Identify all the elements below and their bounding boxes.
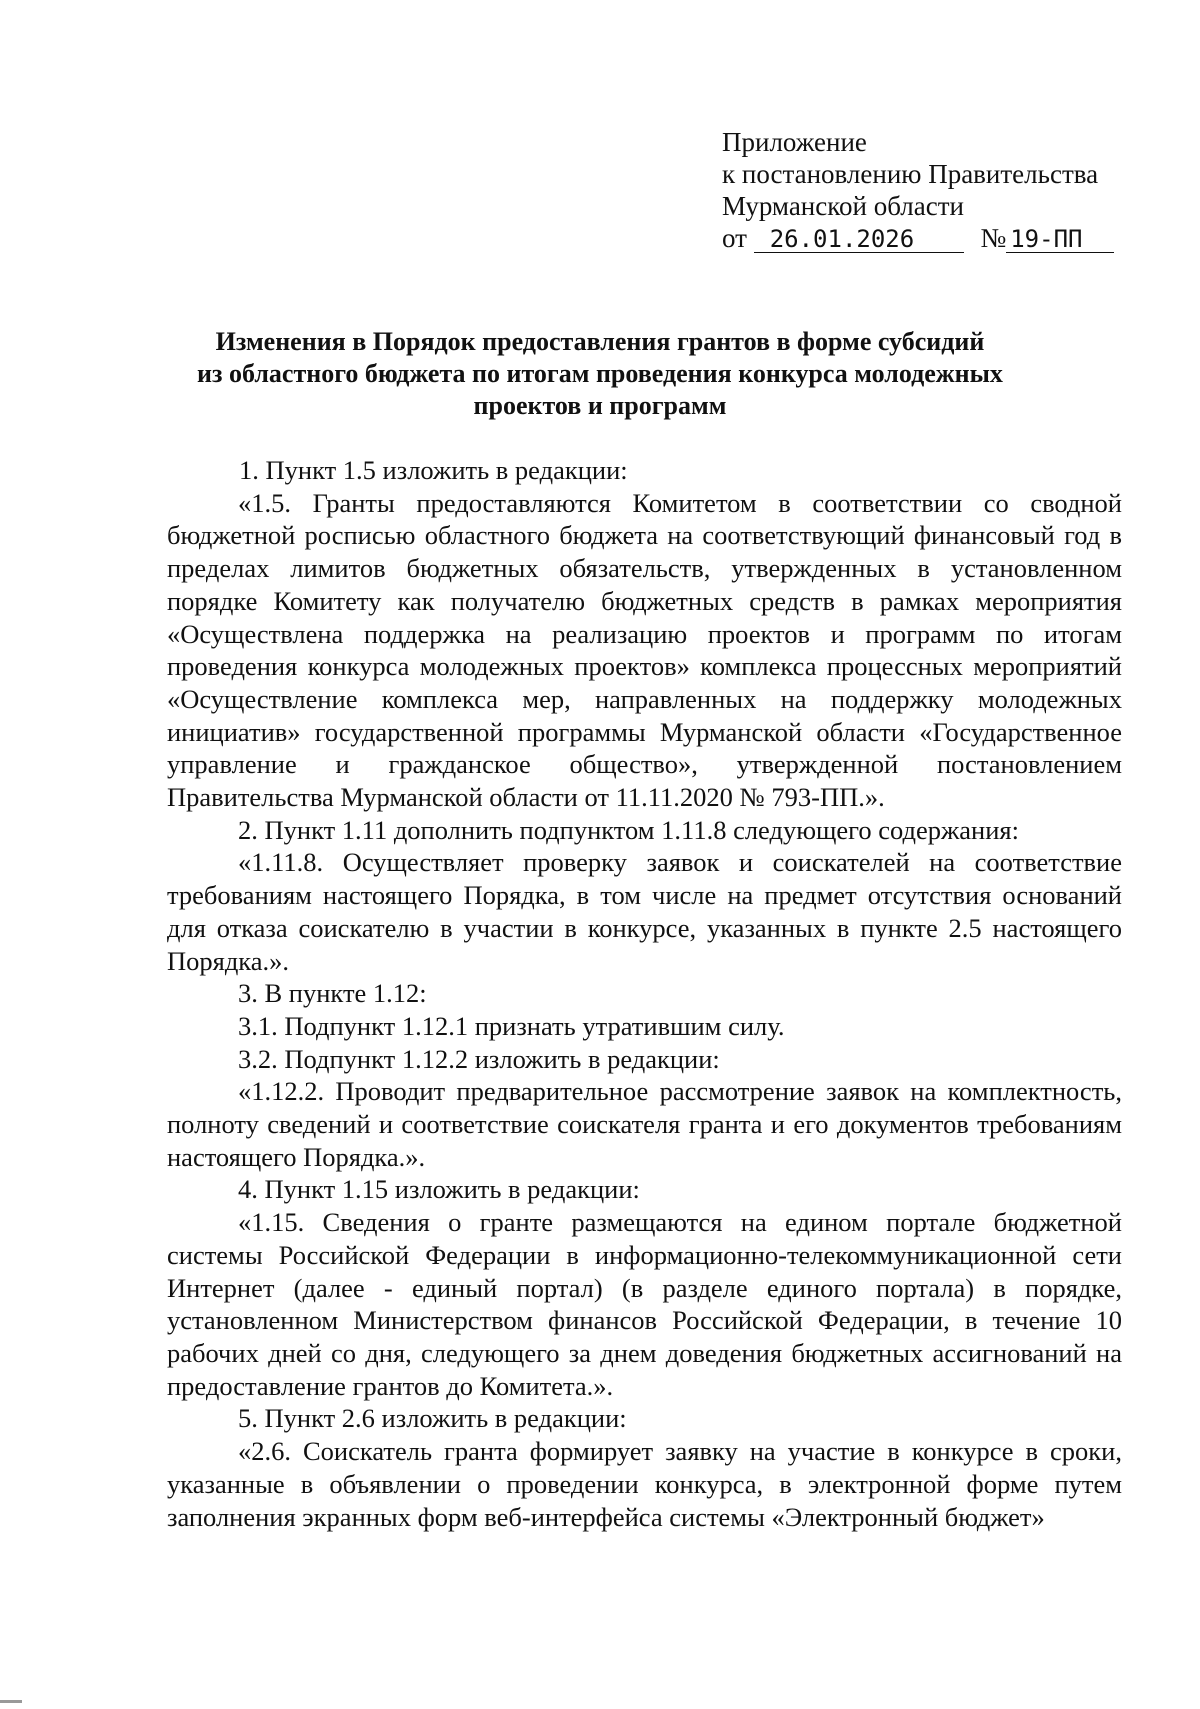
paragraph-12: «2.6. Соискатель гранта формирует заявку на участие в конкурсе в сроки, указанные в объявлении о проведении конкурса, в электронной форме путем заполнения экранных форм веб-интерфейса системы «Электронный бюджет» (167, 1436, 1122, 1532)
appendix-date-line (722, 222, 1162, 254)
title-line-2: из областного бюджета по итогам проведения конкурса молодежных (197, 359, 1003, 388)
paragraph-1: 1. Пункт 1.5 изложить в редакции: (239, 455, 628, 485)
paragraph-6: 3.1. Подпункт 1.12.1 признать утратившим силу. (238, 1010, 785, 1041)
appendix-label: Приложение (722, 127, 867, 157)
title-line-1: Изменения в Порядок предоставления грантов в форме субсидий (215, 327, 985, 356)
scan-edge-mark (0, 1700, 22, 1703)
appendix-resolution: к постановлению Правительства (722, 159, 1099, 189)
paragraph-5: 3. В пункте 1.12: (238, 978, 427, 1009)
date-prefix: от (722, 223, 747, 253)
paragraph-4: «1.11.8. Осуществляет проверку заявок и соискателей на соответствие требованиям настоящего Порядка, в том числе на предмет отсутствия оснований для отказа соискателю в участии в конкурсе, указанных в пункте 2.5 настоящего Порядка.». (167, 847, 1122, 976)
paragraph-10: «1.15. Сведения о гранте размещаются на едином портале бюджетной системы Российской Федерации в информационно-телекоммуникационной сети Интернет (далее - единый портал) (в разделе единого портала) в порядке, установленном Министерством финансов Российской Федерации, в течение 10 рабочих дней со дня, следующего за днем доведения бюджетных ассигнований на предоставление грантов до Комитета.». (167, 1207, 1122, 1401)
paragraph-3: 2. Пункт 1.11 дополнить подпунктом 1.11.8 следующего содержания: (238, 814, 1019, 845)
paragraph-2: «1.5. Гранты предоставляются Комитетом в соответствии со сводной бюджетной росписью областного бюджета на соответствующий финансовый год в пределах лимитов бюджетных обязательств, утвержденных в установленном порядке Комитету как получателю бюджетных средств в рамках мероприятия «Осуществлена поддержка на реализацию проектов и программ по итогам проведения конкурса молодежных проектов» комплекса процессных мероприятий «Осуществление комплекса мер, направленных на поддержку молодежных инициатив» государственной программы Мурманской области «Государственное управление и гражданское общество», утвержденной постановлением Правительства Мурманской области от 11.11.2020 № 793-ПП.». (167, 487, 1122, 813)
document-body (167, 454, 1122, 1533)
paragraph-11: 5. Пункт 2.6 изложить в редакции: (238, 1403, 627, 1434)
paragraph-9: 4. Пункт 1.15 изложить в редакции: (238, 1174, 640, 1205)
appendix-region: Мурманской области (722, 191, 964, 221)
resolution-number: 19-ПП (1006, 226, 1114, 253)
paragraph-7: 3.2. Подпункт 1.12.2 изложить в редакции: (238, 1043, 720, 1074)
number-sign: № (980, 223, 1007, 253)
title-line-3: проектов и программ (473, 391, 727, 420)
resolution-date: 26.01.2026 (754, 226, 964, 253)
appendix-header (722, 126, 1162, 254)
paragraph-8: «1.12.2. Проводит предварительное рассмотрение заявок на комплектность, полноту сведений и соответствие соискателя гранта и его документов требованиям настоящего Порядка.». (167, 1076, 1122, 1172)
document-title (150, 326, 1050, 422)
